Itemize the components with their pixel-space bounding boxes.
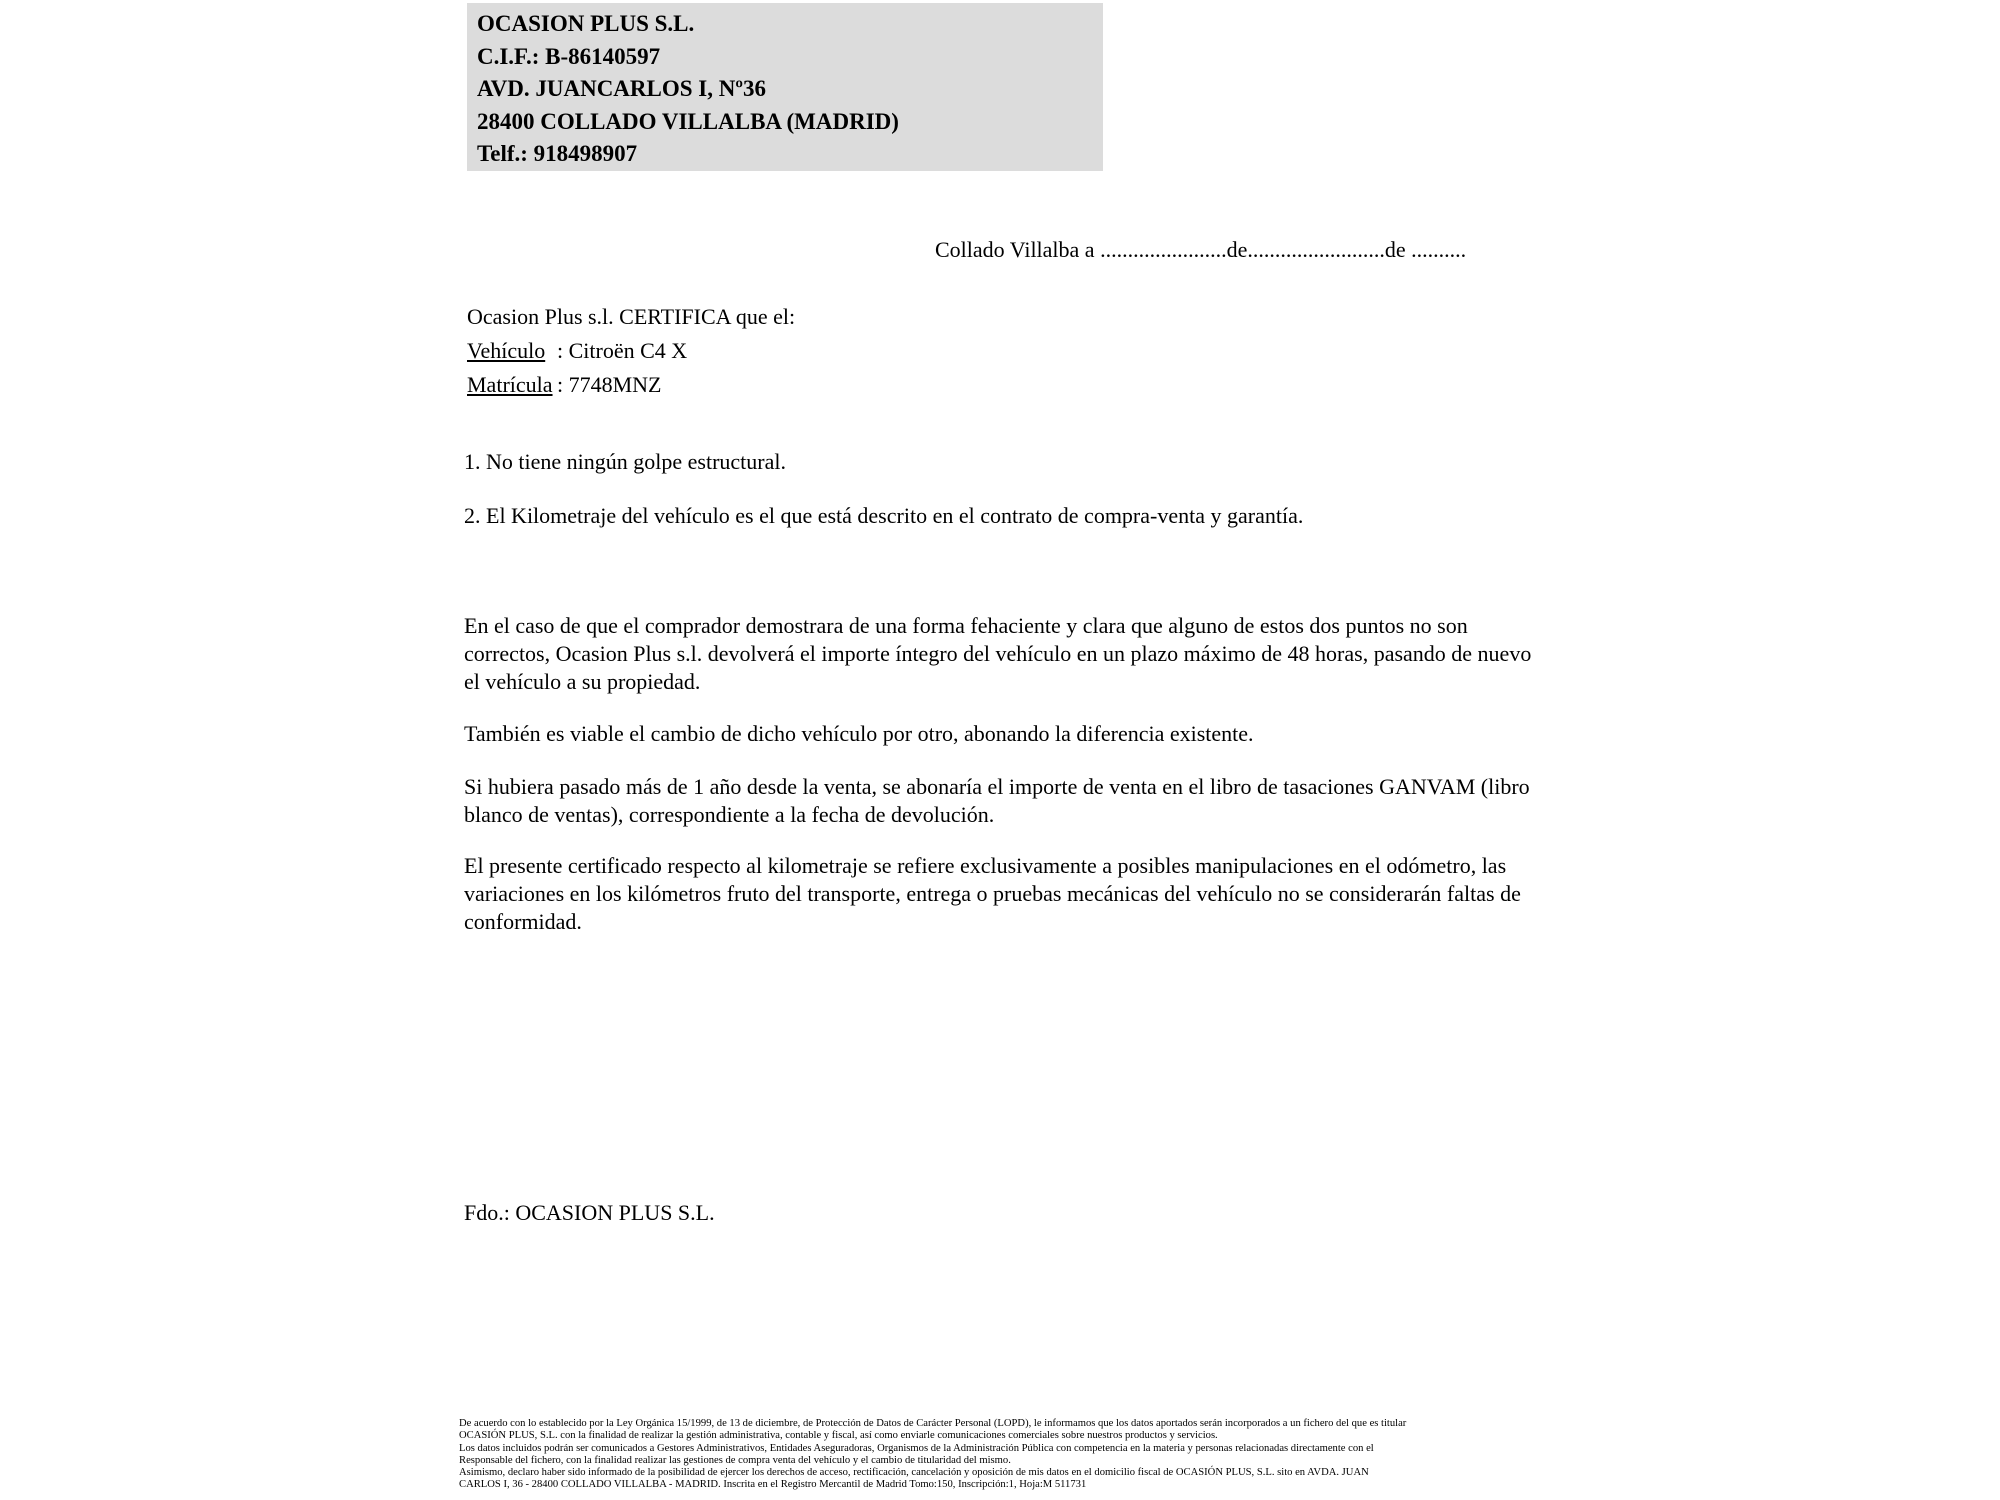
paragraph-odometer: El presente certificado respecto al kilometraje se refiere exclusivamente a posibles manipulaciones en el odómetro, las variaciones en los kilómetros fruto del transporte, entrega o pruebas mecánicas del vehículo no se considerarán faltas de conformidad. bbox=[464, 853, 1521, 934]
paragraph-exchange: También es viable el cambio de dicho vehículo por otro, abonando la diferencia existente. bbox=[464, 721, 1254, 746]
legal-footer-line: OCASIÓN PLUS, S.L. con la finalidad de realizar la gestión administrativa, contable y fiscal, así como enviarle comunicaciones comerciales sobre nuestros productos y servicios. bbox=[459, 1430, 1218, 1442]
legal-footer-line: Los datos incluidos podrán ser comunicados a Gestores Administrativos, Entidades Aseguradoras, Organismos de la Administración Pública con competencia en la materia y personas relacionadas directamente con el bbox=[459, 1442, 1374, 1454]
company-phone: Telf.: 918498907 bbox=[477, 141, 638, 166]
plate-row bbox=[467, 368, 795, 402]
legal-footer bbox=[459, 1418, 1406, 1492]
signature-line: Fdo.: OCASION PLUS S.L. bbox=[464, 1200, 715, 1225]
paragraph-refund: En el caso de que el comprador demostrara de una forma fehaciente y clara que alguno de estos dos puntos no son correctos, Ocasion Plus s.l. devolverá el importe íntegro del vehículo en un plazo máximo de 48 horas, pasando de nuevo el vehículo a su propiedad. bbox=[464, 613, 1532, 694]
point-1: 1. No tiene ningún golpe estructural. bbox=[464, 449, 786, 474]
legal-footer-line: Asimismo, declaro haber sido informado de la posibilidad de ejercer los derechos de acceso, rectificación, cancelación y oposición de mis datos en el domicilio fiscal de OCASIÓN PLUS, S.L. sito en AVDA. JUAN bbox=[459, 1467, 1369, 1479]
plate-value: : 7748MNZ bbox=[557, 372, 662, 397]
vehicle-label: Vehículo bbox=[467, 338, 546, 363]
legal-footer-line: De acuerdo con lo establecido por la Ley Orgánica 15/1999, de 13 de diciembre, de Protección de Datos de Carácter Personal (LOPD), le informamos que los datos aportados serán incorporados a un fichero del que es titular bbox=[459, 1418, 1407, 1429]
company-header-box bbox=[467, 3, 1103, 171]
company-name: OCASION PLUS S.L. bbox=[477, 11, 695, 36]
legal-footer-line: CARLOS I, 36 - 28400 COLLADO VILLALBA - MADRID. Inscrita en el Registro Mercantil de Madrid Tomo:150, Inscripción:1, Hoja:M 511731 bbox=[459, 1479, 1087, 1491]
vehicle-row bbox=[467, 334, 795, 368]
date-line: Collado Villalba a .......................de.........................de .......... bbox=[935, 237, 1467, 262]
plate-label: Matrícula bbox=[467, 372, 553, 397]
legal-footer-line: Responsable del fichero, con la finalidad realizar las gestiones de compra venta del vehículo y el cambio de titularidad del mismo. bbox=[459, 1454, 1011, 1466]
paragraph-ganvam: Si hubiera pasado más de 1 año desde la venta, se abonaría el importe de venta en el libro de tasaciones GANVAM (libro blanco de ventas), correspondiente a la fecha de devolución. bbox=[464, 774, 1530, 827]
company-city: 28400 COLLADO VILLALBA (MADRID) bbox=[477, 108, 899, 134]
vehicle-value: : Citroën C4 X bbox=[557, 338, 688, 363]
company-address: AVD. JUANCARLOS I, Nº36 bbox=[477, 76, 766, 101]
point-2: 2. El Kilometraje del vehículo es el que está descrito en el contrato de compra-venta y garantía. bbox=[464, 503, 1304, 528]
certification-block bbox=[467, 300, 795, 402]
company-cif: C.I.F.: B-86140597 bbox=[477, 43, 661, 69]
certification-intro: Ocasion Plus s.l. CERTIFICA que el: bbox=[467, 304, 796, 329]
